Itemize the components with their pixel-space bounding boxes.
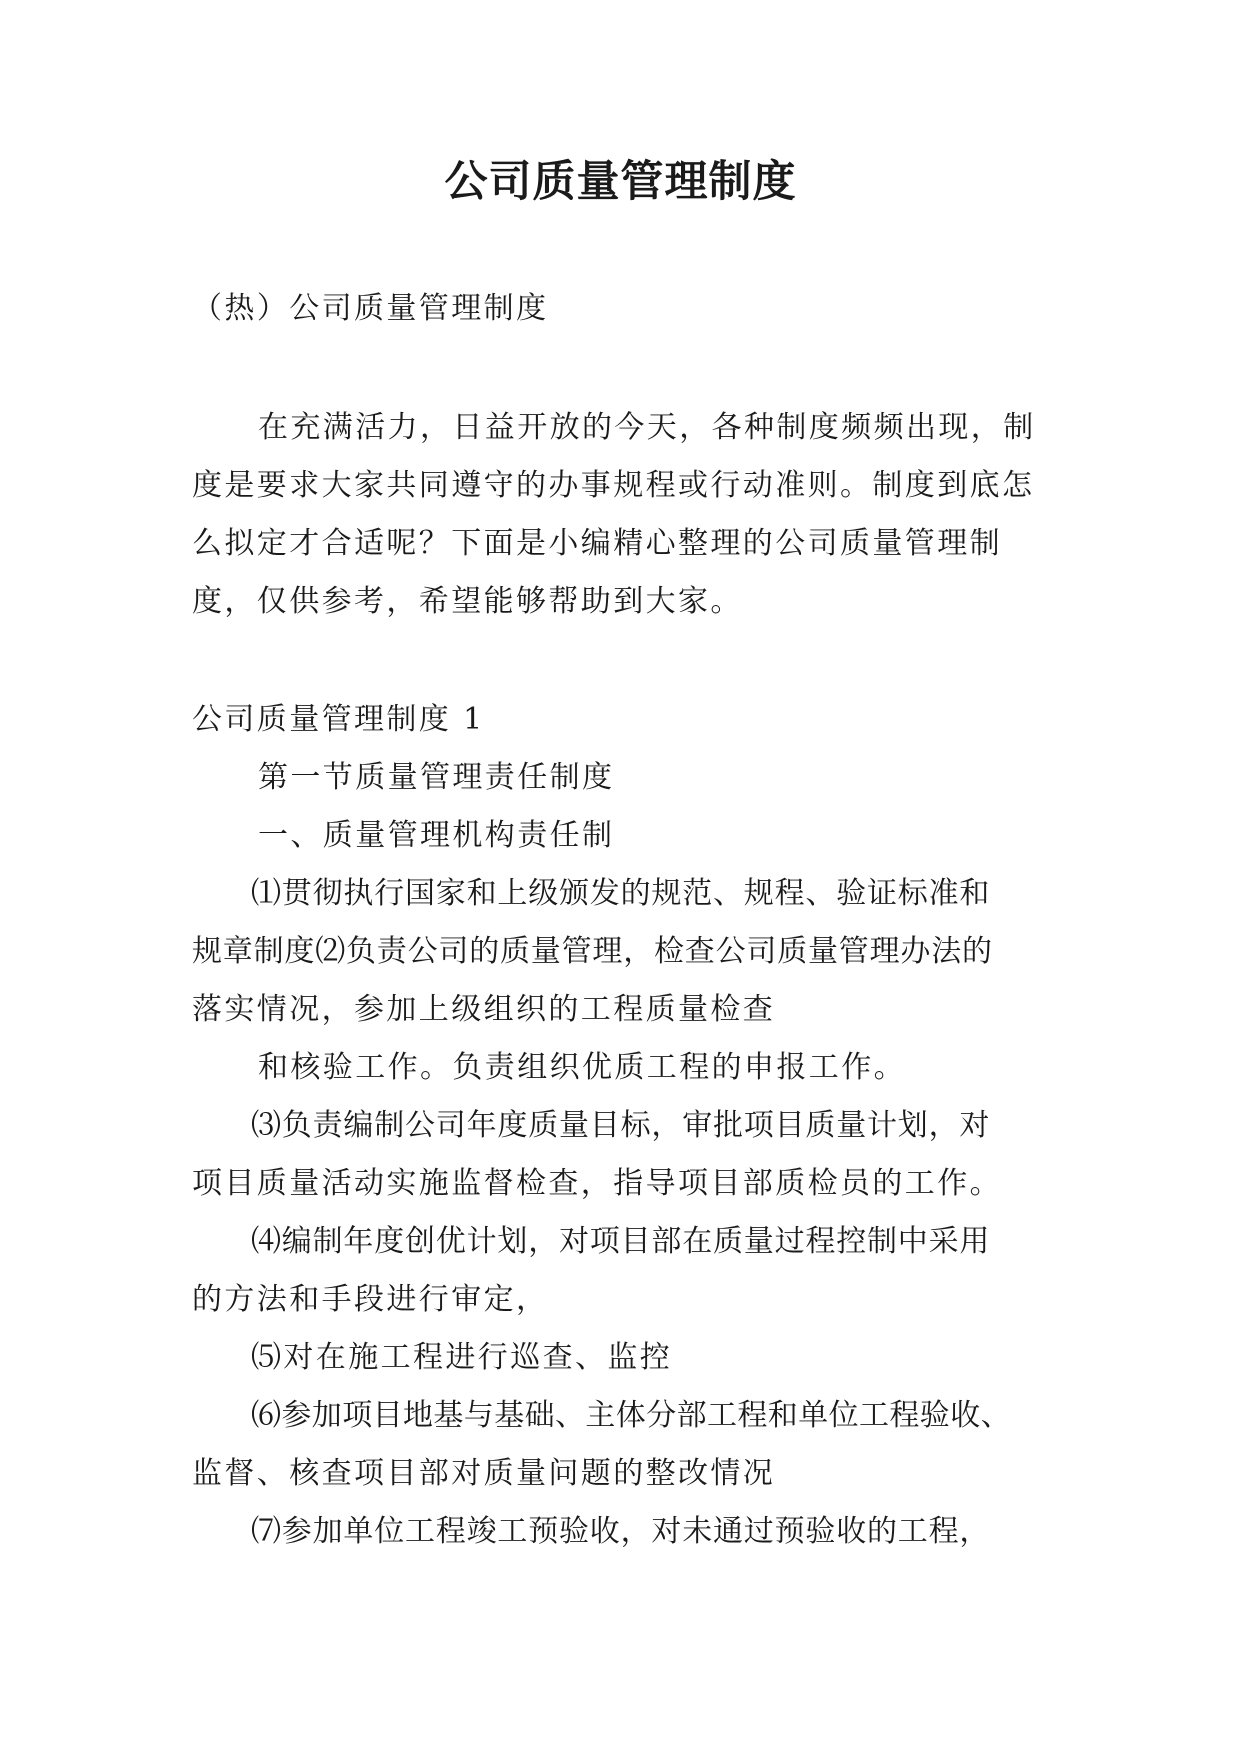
- body-line: 落实情况，参加上级组织的工程质量检查: [192, 992, 776, 1027]
- document-title: 公司质量管理制度: [444, 157, 797, 207]
- body-line: ⑷编制年度创优计划，对项目部在质量过程控制中采用: [251, 1224, 991, 1259]
- sub-heading: 一、质量管理机构责任制: [258, 818, 615, 853]
- body-line: 规章制度⑵负责公司的质量管理，检查公司质量管理办法的: [192, 934, 993, 969]
- intro-line: 么拟定才合适呢？下面是小编精心整理的公司质量管理制: [192, 526, 1002, 561]
- body-line: ⑹参加项目地基与基础、主体分部工程和单位工程验收、: [251, 1398, 1011, 1433]
- document-subtitle: （热）公司质量管理制度: [192, 291, 549, 326]
- body-line: ⑸对在施工程进行巡查、监控: [251, 1340, 673, 1375]
- body-line: 监督、核查项目部对质量问题的整改情况: [192, 1456, 776, 1491]
- body-line: 项目质量活动实施监督检查，指导项目部质检员的工作。: [192, 1166, 1002, 1201]
- body-line: 和核验工作。负责组织优质工程的申报工作。: [258, 1050, 906, 1085]
- intro-line: 在充满活力，日益开放的今天，各种制度频频出现，制: [258, 410, 1036, 445]
- body-line: 的方法和手段进行审定，: [192, 1282, 549, 1317]
- section-heading: 公司质量管理制度 1: [192, 702, 485, 737]
- intro-line: 度是要求大家共同遵守的办事规程或行动准则。制度到底怎: [192, 468, 1035, 503]
- body-line: ⑴贯彻执行国家和上级颁发的规范、规程、验证标准和: [251, 876, 991, 911]
- body-line: ⑺参加单位工程竣工预验收，对未通过预验收的工程，: [251, 1514, 991, 1549]
- body-line: ⑶负责编制公司年度质量目标，审批项目质量计划，对: [251, 1108, 991, 1143]
- chapter-heading: 第一节质量管理责任制度: [258, 760, 615, 795]
- intro-line: 度，仅供参考，希望能够帮助到大家。: [192, 584, 743, 619]
